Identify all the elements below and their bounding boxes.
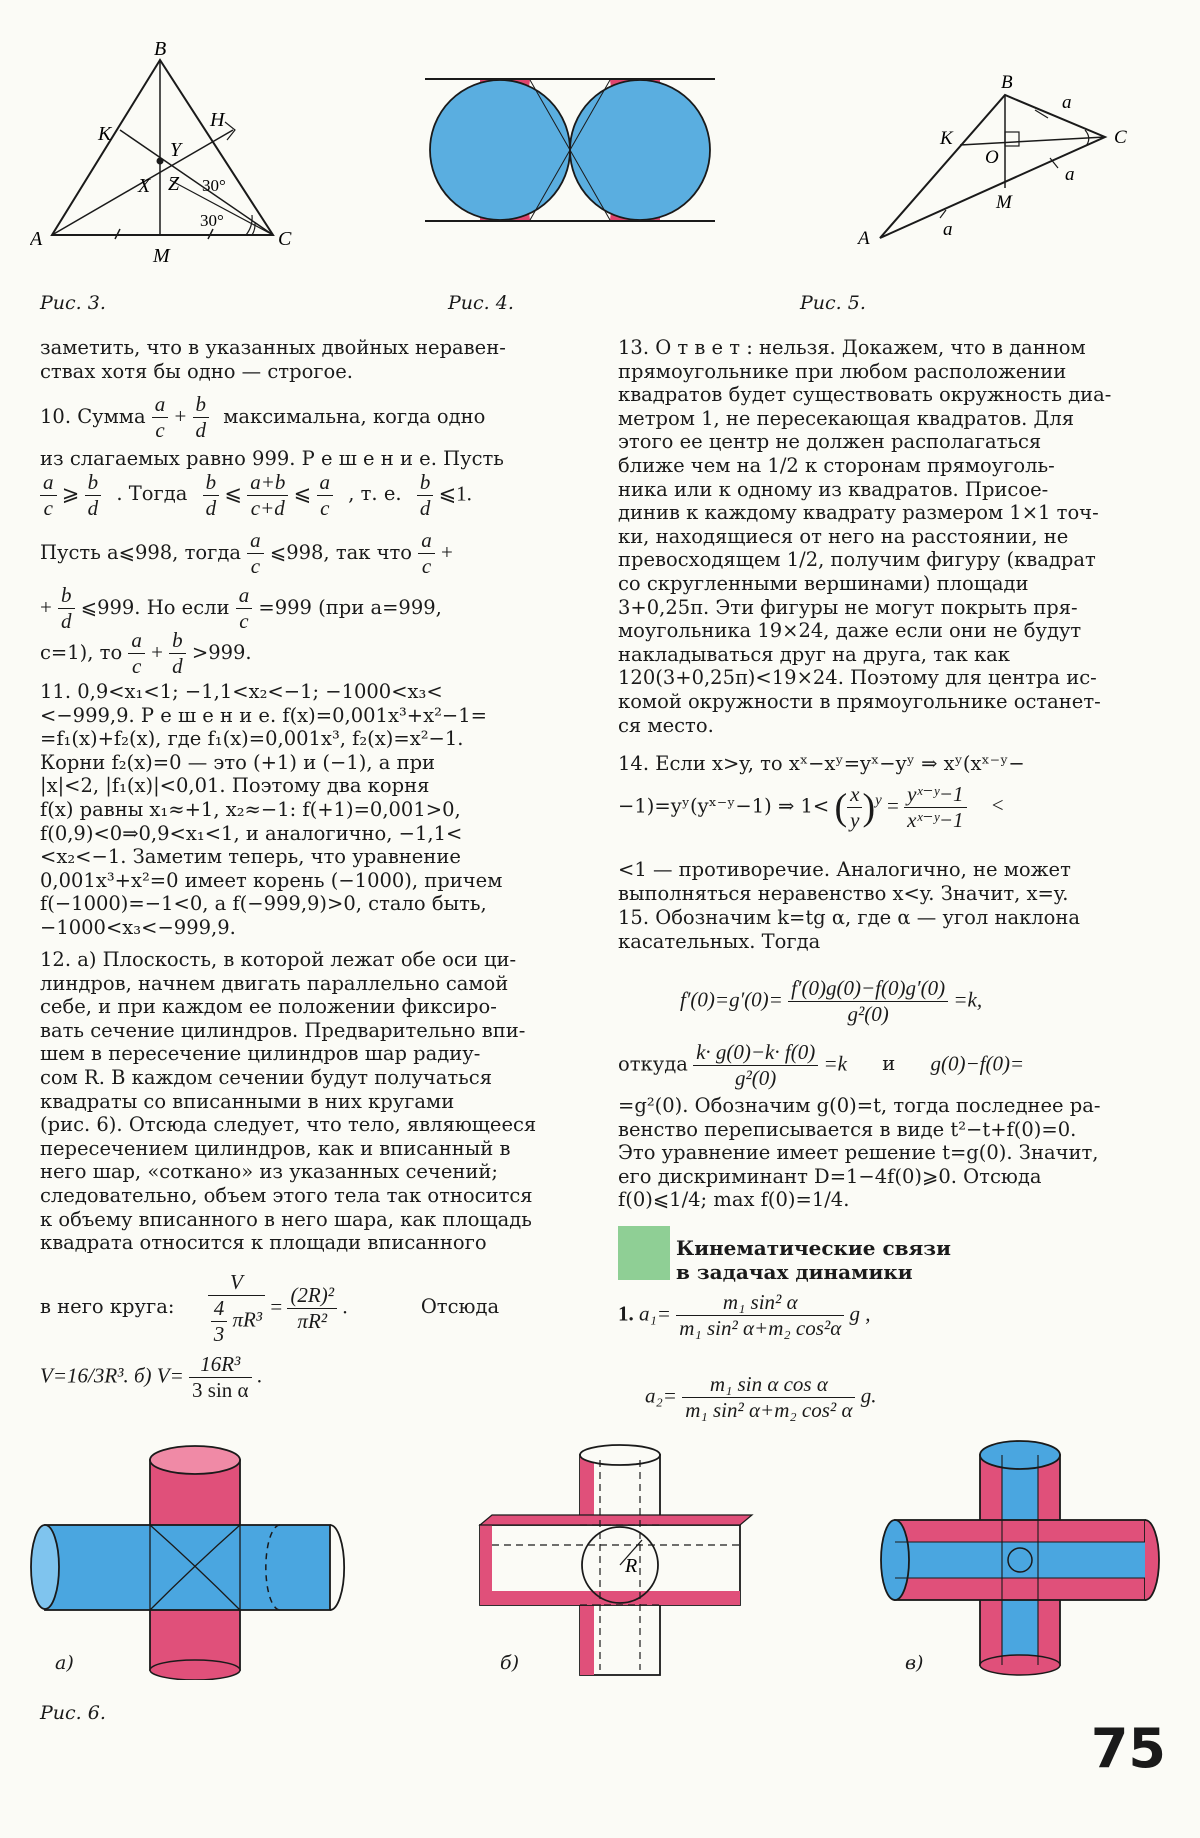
left-column bbox=[40, 336, 580, 383]
label-a-bottom: a bbox=[943, 219, 953, 240]
figure-3-triangle bbox=[30, 30, 320, 270]
p10-line4: Пусть a⩽998, тогда $\frac{a}{c}$ ⩽998, так что $\frac{a}{c}$ + bbox=[40, 528, 453, 578]
label-a-right: a bbox=[1065, 164, 1075, 185]
label-m: M bbox=[153, 245, 170, 267]
page-number: 75 bbox=[1090, 1717, 1166, 1780]
p10-line1: 10. Сумма $\frac{a}{c}$ + $\frac{b}{d}$ максимальна, когда одно bbox=[40, 392, 486, 442]
figure-4-caption: Рис. 4. bbox=[448, 292, 514, 314]
figure-4-circles bbox=[420, 70, 720, 230]
label-o: O bbox=[985, 147, 999, 168]
label-z: Z bbox=[168, 173, 180, 195]
figure-6b-label: б) bbox=[500, 1652, 520, 1674]
problem-14-rest: <1 — противоречие. Аналогично, не может выполняться неравенство x<y. Значит, x=y. bbox=[618, 858, 1071, 905]
horizontal-bar-top-face bbox=[480, 1515, 752, 1525]
label-b: B bbox=[154, 38, 167, 60]
label-c: C bbox=[278, 228, 292, 250]
text-line: заметить, что в указанных двойных неравен- bbox=[40, 336, 506, 359]
dyn-formula-a1: 1. a₁= $\frac{\text{m₁ sin² α}}{\text{m₁ sin² α+m₂ cos²α}}$ g , bbox=[618, 1290, 871, 1340]
figure-5-caption: Рис. 5. bbox=[800, 292, 866, 314]
label-b: B bbox=[1001, 72, 1013, 93]
vertical-bar-top bbox=[580, 1445, 660, 1465]
label-y: Y bbox=[170, 139, 182, 161]
figure-6-caption: Рис. 6. bbox=[40, 1702, 106, 1724]
triangle-abc bbox=[52, 60, 273, 235]
p12-volume-b: V=16/3R³. б) V= $\frac{\text{16R³}}{\text{3 sin α}}$ . bbox=[40, 1352, 263, 1402]
fraction-a-c: $\frac{a}{c}$ bbox=[152, 392, 169, 443]
label-h: H bbox=[210, 109, 225, 131]
problem-15-rest: =g²(0). Обозначим g(0)=t, тогда последнее ра- венство переписывается в виде t²−t+f(0)=0. Это уравнение имеет решение t=g(0). Значит, его дискриминант D=1−4f(0)⩾0. Отсюда f(0)⩽1/4; max f(0)=1/4. bbox=[618, 1094, 1101, 1212]
vertical-cylinder-bottom bbox=[150, 1660, 240, 1680]
angle-label-30-upper: 30° bbox=[202, 176, 226, 195]
problem-12: 12. а) Плоскость, в которой лежат обе оси ци- линдров, начнем двигать параллельно самой себе, и при каждом ее положении фиксиро- вать сечение цилиндров. Предварительно впи- шем в пересечение цилиндров шар радиу- сом R. В каждом сечении будут получаться квадраты со вписанными в них кругами (рис. 6). Отсюда следует, что тело, являющееся пересечением цилиндров, как и вписанный в него шар, «соткано» из указанных сечений; следовательно, объем этого тела так относится к объему вписанного в него шара, как площадь квадрата относится к площади вписанного bbox=[40, 948, 537, 1255]
figure-3-caption: Рис. 3. bbox=[40, 292, 106, 314]
label-c: C bbox=[1114, 127, 1127, 148]
figure-6v-cylinders bbox=[870, 1430, 1170, 1680]
section-badge bbox=[618, 1226, 670, 1280]
p10-line3: $\frac{a}{c}$ ⩾ $\frac{b}{d}$ . Тогда $\frac{b}{d}$ ⩽ $\frac{a+b}{c+d}$ ⩽ $\frac{a}{c}$ , т. е. $\frac{b}{d}$ ⩽1. bbox=[40, 470, 472, 521]
radius-label: R bbox=[625, 1555, 638, 1577]
p10-line5: + $\frac{b}{d}$ ⩽999. Но если $\frac{a}{c}$ =999 (при a=999, bbox=[40, 583, 442, 633]
problem-15-derivative-formula: f′(0)=g′(0)= $\frac{f'(0)g(0)-f(0)g'(0)}{\text{g²(0)}}$ =k, bbox=[680, 976, 983, 1026]
vertical-cylinder-top bbox=[980, 1441, 1060, 1469]
horizontal-bar-shade bbox=[480, 1525, 492, 1605]
text-line: ствах хотя бы одно — строгое. bbox=[40, 359, 353, 383]
point-x bbox=[157, 158, 164, 165]
label-a: A bbox=[30, 228, 43, 250]
horizontal-cylinder-end bbox=[881, 1520, 909, 1600]
figure-6a-label: a) bbox=[55, 1652, 74, 1674]
p10-label: 10. Сумма bbox=[40, 405, 146, 428]
p10-line6: c=1), то $\frac{a}{c}$ + $\frac{b}{d}$ >999. bbox=[40, 628, 252, 678]
cylinder-end-right bbox=[1145, 1520, 1159, 1600]
problem-14-line2: −1)=yʸ(yˣ⁻ʸ−1) ⇒ 1< ( $\frac{x}{y}$ )$^y$ = $\frac{\text{yˣ⁻ʸ−1}}{\text{xˣ⁻ʸ−1}}$ < bbox=[618, 782, 1004, 832]
p12-volume-ratio: в него круга: V $\frac{4}{3}$ πR³ = $\frac{\text{(2R)²}}{\text{πR²}}$ . Отсюда bbox=[40, 1270, 500, 1346]
angle-label-30-lower: 30° bbox=[200, 211, 224, 230]
p10-line2: из слагаемых равно 999. Р е ш е н и е. Пусть bbox=[40, 447, 504, 470]
figure-5-triangle bbox=[850, 60, 1170, 250]
label-a-top: a bbox=[1062, 92, 1072, 113]
segment-kc bbox=[960, 137, 1105, 145]
label-x: X bbox=[138, 175, 151, 197]
horizontal-cylinder bbox=[45, 1525, 330, 1610]
problem-15-otkuda: откуда $\frac{k\cdot g(0)-k\cdot f(0)}{\text{g²(0)}}$ =k и g(0)−f(0)= bbox=[618, 1040, 1025, 1090]
figure-6b-cross-section bbox=[470, 1440, 760, 1680]
center-circle bbox=[1008, 1548, 1032, 1572]
circle-right bbox=[570, 80, 710, 220]
vertical-cylinder-bottom bbox=[980, 1655, 1060, 1675]
figure-6v-label: в) bbox=[905, 1652, 924, 1674]
horizontal-cylinder-end bbox=[31, 1525, 59, 1609]
vertical-cylinder-top bbox=[150, 1446, 240, 1474]
label-a: A bbox=[858, 228, 870, 249]
problem-13: 13. О т в е т : нельзя. Докажем, что в данном прямоугольнике при любом расположении квадратов будет существовать окружность диа- метром 1, не пересекающая квадратов. Для этого ее центр не должен располагаться ближе чем на 1/2 к сторонам прямоуголь- ника или к одному из квадратов. Присое- динив к каждому квадрату размером 1×1 точ- ки, находящиеся от него на расстоянии, не превосходящем 1/2, получим фигуру (квадрат со скругленными вершинами) площади 3+0,25π. Эти фигуры не могут покрыть пря- моугольника 19×24, даже если они не будут накладываться друг на друга, так как 120(3+0,25π)<19×24. Поэтому для центра ис- комой окружности в прямоугольнике останет- ся место. bbox=[618, 336, 1112, 737]
label-k: K bbox=[98, 123, 112, 145]
cylinder-end-right bbox=[330, 1525, 344, 1610]
problem-11: 11. 0,9<x₁<1; −1,1<x₂<−1; −1000<x₃< <−999,9. Р е ш е н и е. f(x)=0,001x³+x²−1= =f₁(x)+f₂(x), где f₁(x)=0,001x³, f₂(x)=x²−1. Корни f₂(x)=0 — это (+1) и (−1), а при |x|<2, |f₁(x)|<0,01. Поэтому два корня f(x) равны x₁≈+1, x₂≈−1: f(+1)=0,001>0, f(0,9)<0⇒0,9<x₁<1, и аналогично, −1,1< <x₂<−1. Заметим теперь, что уравнение 0,001x³+x²=0 имеет корень (−1000), причем f(−1000)=−1<0, а f(−999,9)>0, стало быть, −1000<x₃<−999,9. bbox=[40, 680, 503, 939]
label-m: M bbox=[996, 192, 1012, 213]
circle-left bbox=[430, 80, 570, 220]
section-title: Кинематические связи в задачах динамики bbox=[676, 1236, 951, 1284]
label-k: K bbox=[940, 128, 953, 149]
right-angle-mark bbox=[1005, 132, 1019, 146]
problem-15-intro: 15. Обозначим k=tg α, где α — угол наклона касательных. Тогда bbox=[618, 906, 1081, 953]
problem-14-line1: 14. Если x>y, то xˣ−xʸ=yˣ−yʸ ⇒ xʸ(xˣ⁻ʸ− bbox=[618, 752, 1025, 775]
fraction-b-d: $\frac{b}{d}$ bbox=[193, 392, 210, 443]
dyn-formula-a2: a₂= $\frac{\text{m₁ sin α cos α}}{\text{m₁ sin² α+m₂ cos² α}}$ g. bbox=[645, 1372, 877, 1422]
figure-6a-cylinders bbox=[30, 1440, 370, 1680]
